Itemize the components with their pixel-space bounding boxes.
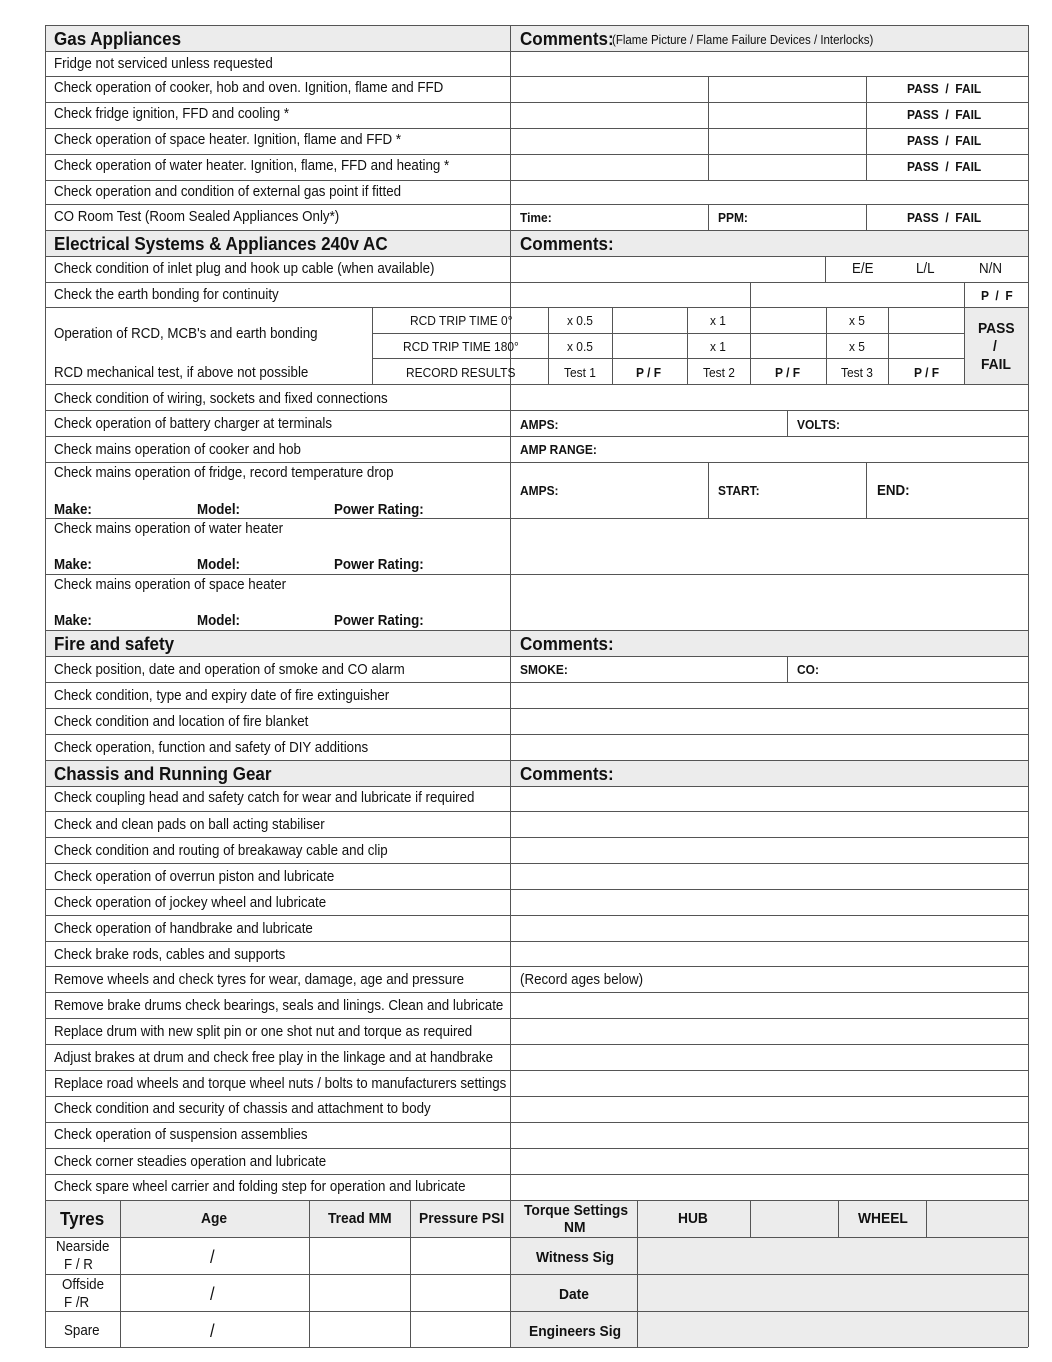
- grid-line: [708, 204, 709, 230]
- grid-line: [45, 180, 1028, 181]
- grid-line: [372, 358, 964, 359]
- grid-line: [45, 915, 1028, 916]
- space-make-label: Make:: [54, 613, 92, 629]
- electrical-row-8: Check mains operation of water heater: [54, 521, 284, 537]
- grid-line: [866, 76, 867, 180]
- chassis-record-ages: (Record ages below): [520, 972, 644, 988]
- grid-line: [45, 574, 1028, 575]
- grid-line: [866, 462, 867, 518]
- electrical-row-5: Check operation of battery charger at terminals: [54, 416, 333, 432]
- grid-line: [45, 708, 1028, 709]
- gas-row-0: Fridge not serviced unless requested: [54, 56, 273, 72]
- grid-line: [964, 282, 965, 307]
- grid-line: [964, 307, 965, 384]
- grid-line: [45, 282, 1028, 283]
- grid-line: [687, 307, 688, 384]
- tyre-offside-fr: F /R: [64, 1295, 90, 1311]
- grid-line: [45, 992, 1028, 993]
- rcd-0-x05: x 0.5: [567, 313, 593, 328]
- rcd-fail-label: FAIL: [981, 356, 1011, 373]
- chassis-row-1: Check and clean pads on ball acting stabiliser: [54, 817, 325, 833]
- fire-comments-title: Comments:: [520, 633, 614, 654]
- electrical-row-7: Check mains operation of fridge, record temperature drop: [54, 465, 394, 481]
- electrical-row-9: Check mains operation of space heater: [54, 577, 287, 593]
- grid-line: [612, 307, 613, 384]
- grid-line: [510, 1274, 1028, 1275]
- chassis-comments-title: Comments:: [520, 763, 614, 784]
- chassis-row-13: Check operation of suspension assemblies: [54, 1127, 308, 1143]
- grid-line: [787, 656, 788, 682]
- electrical-row-2: Operation of RCD, MCB's and earth bonding: [54, 326, 318, 342]
- fire-row-0: Check position, date and operation of smoke and CO alarm: [54, 662, 405, 678]
- grid-line: [45, 518, 1028, 519]
- grid-line: [45, 1347, 1028, 1348]
- chassis-row-7: Remove wheels and check tyres for wear, damage, age and pressure: [54, 972, 465, 988]
- grid-line: [45, 941, 1028, 942]
- grid-line: [45, 1148, 1028, 1149]
- tyre-nearside-age-slash: /: [210, 1247, 215, 1267]
- grid-line: [45, 1237, 1028, 1238]
- grid-line: [45, 230, 1028, 231]
- electrical-row-4: Check condition of wiring, sockets and fixed connections: [54, 391, 388, 407]
- chassis-row-5: Check operation of handbrake and lubricate: [54, 921, 313, 937]
- grid-line: [750, 282, 751, 307]
- gas-section-title: Gas Appliances: [54, 28, 182, 49]
- water-model-label: Model:: [197, 557, 240, 573]
- space-power-label: Power Rating:: [334, 613, 424, 629]
- tyre-offside-label: Offside: [62, 1277, 105, 1293]
- cooker-amp-range-label: AMP RANGE:: [520, 442, 597, 457]
- grid-line: [372, 307, 373, 384]
- fire-section-title: Fire and safety: [54, 633, 175, 654]
- chassis-row-14: Check corner steadies operation and lubricate: [54, 1154, 327, 1170]
- rcd-0-x5: x 5: [849, 313, 865, 328]
- grid-line: [825, 256, 826, 282]
- grid-line: [45, 1311, 510, 1312]
- torque-hub-label: HUB: [678, 1210, 708, 1227]
- grid-line: [45, 1096, 1028, 1097]
- grid-line: [45, 128, 1028, 129]
- grid-line: [826, 307, 827, 384]
- rcd-test-1: Test 1: [564, 365, 596, 380]
- grid-line: [45, 630, 1028, 631]
- gas-comments-title: Comments:: [520, 28, 614, 49]
- grid-line: [45, 1044, 1028, 1045]
- fridge-end-label: END:: [877, 483, 910, 499]
- grid-line: [45, 256, 1028, 257]
- gas-pass-fail-4: PASS / FAIL: [907, 159, 982, 174]
- grid-line: [45, 436, 1028, 437]
- fridge-power-label: Power Rating:: [334, 502, 424, 518]
- charger-volts-label: VOLTS:: [797, 417, 840, 432]
- chassis-row-15: Check spare wheel carrier and folding step for operation and lubricate: [54, 1179, 466, 1195]
- grid-line: [45, 307, 1028, 308]
- grid-line: [750, 307, 751, 384]
- grid-line: [45, 863, 1028, 864]
- gas-pass-fail-1: PASS / FAIL: [907, 81, 982, 96]
- gas-pass-fail-3: PASS / FAIL: [907, 133, 982, 148]
- gas-comments-note: (Flame Picture / Flame Failure Devices / Interlocks): [612, 33, 874, 47]
- rcd-pass-label: PASS: [978, 320, 1015, 337]
- grid-line: [926, 1200, 927, 1237]
- grid-line: [45, 154, 1028, 155]
- torque-settings-label: Torque Settings: [524, 1202, 629, 1219]
- electrical-section-title: Electrical Systems & Appliances 240v AC: [54, 233, 388, 254]
- rcd-180-x5: x 5: [849, 339, 865, 354]
- fridge-amps-label: AMPS:: [520, 483, 559, 498]
- fire-co-label: CO:: [797, 662, 819, 677]
- charger-amps-label: AMPS:: [520, 417, 559, 432]
- chassis-row-4: Check operation of jockey wheel and lubricate: [54, 895, 327, 911]
- water-power-label: Power Rating:: [334, 557, 424, 573]
- grid-line: [45, 837, 1028, 838]
- grid-line: [888, 307, 889, 384]
- grid-line: [45, 410, 1028, 411]
- grid-line: [45, 1274, 510, 1275]
- chassis-row-9: Replace drum with new split pin or one shot nut and torque as required: [54, 1024, 473, 1040]
- grid-line: [45, 462, 1028, 463]
- fridge-model-label: Model:: [197, 502, 240, 518]
- gas-pass-fail-2: PASS / FAIL: [907, 107, 982, 122]
- rcd-record-label: RECORD RESULTS: [406, 365, 516, 380]
- grid-line: [45, 786, 1028, 787]
- gas-row-1: Check operation of cooker, hob and oven. Ignition, flame and FFD: [54, 80, 444, 96]
- chassis-section-title: Chassis and Running Gear: [54, 763, 272, 784]
- gas-row-5: Check operation and condition of external gas point if fitted: [54, 184, 402, 200]
- grid-line: [45, 656, 1028, 657]
- grid-line: [787, 410, 788, 436]
- fire-row-3: Check operation, function and safety of DIY additions: [54, 740, 369, 756]
- electrical-nn: N/N: [979, 261, 1002, 277]
- electrical-row-0: Check condition of inlet plug and hook up cable (when available): [54, 261, 435, 277]
- tyre-nearside-label: Nearside: [56, 1239, 110, 1255]
- grid-line: [45, 204, 1028, 205]
- engineers-sig-label: Engineers Sig: [529, 1323, 622, 1340]
- grid-line: [45, 889, 1028, 890]
- gas-row-4: Check operation of water heater. Ignition, flame, FFD and heating *: [54, 158, 450, 174]
- chassis-row-12: Check condition and security of chassis and attachment to body: [54, 1101, 431, 1117]
- grid-line: [45, 734, 1028, 735]
- grid-line: [750, 1200, 751, 1237]
- chassis-row-10: Adjust brakes at drum and check free play in the linkage and at handbrake: [54, 1050, 494, 1066]
- tyre-spare-age-slash: /: [210, 1321, 215, 1341]
- torque-wheel-label: WHEEL: [858, 1210, 908, 1227]
- gas-pass-fail-co: PASS / FAIL: [907, 210, 982, 225]
- fire-row-2: Check condition and location of fire blanket: [54, 714, 309, 730]
- rcd-trip-0-label: RCD TRIP TIME 0°: [410, 313, 513, 328]
- grid-line: [45, 25, 1028, 26]
- grid-line: [866, 204, 867, 230]
- rcd-test-1-pf: P / F: [636, 365, 662, 380]
- fire-smoke-label: SMOKE:: [520, 662, 568, 677]
- tyre-spare-label: Spare: [64, 1323, 100, 1339]
- witness-sig-label: Witness Sig: [536, 1249, 615, 1266]
- grid-line: [372, 333, 964, 334]
- chassis-row-3: Check operation of overrun piston and lubricate: [54, 869, 335, 885]
- tyres-tread-header: Tread MM: [328, 1210, 392, 1227]
- chassis-row-0: Check coupling head and safety catch for wear and lubricate if required: [54, 790, 475, 806]
- grid-line: [708, 462, 709, 518]
- fridge-make-label: Make:: [54, 502, 92, 518]
- grid-line: [45, 1122, 1028, 1123]
- rcd-trip-180-label: RCD TRIP TIME 180°: [403, 339, 519, 354]
- space-model-label: Model:: [197, 613, 240, 629]
- chassis-row-2: Check condition and routing of breakaway cable and clip: [54, 843, 388, 859]
- electrical-comments-title: Comments:: [520, 233, 614, 254]
- grid-line: [1028, 25, 1029, 1347]
- chassis-row-6: Check brake rods, cables and supports: [54, 947, 286, 963]
- grid-line: [548, 307, 549, 384]
- rcd-test-3-pf: P / F: [914, 365, 940, 380]
- grid-line: [45, 760, 1028, 761]
- tyre-offside-age-slash: /: [210, 1284, 215, 1304]
- grid-line: [45, 1018, 1028, 1019]
- tyres-age-header: Age: [201, 1210, 228, 1227]
- rcd-test-2: Test 2: [703, 365, 735, 380]
- fridge-start-label: START:: [718, 483, 760, 498]
- grid-line: [410, 1237, 510, 1238]
- gas-ppm-label: PPM:: [718, 210, 748, 225]
- water-make-label: Make:: [54, 557, 92, 573]
- grid-line: [45, 1070, 1028, 1071]
- electrical-row-1: Check the earth bonding for continuity: [54, 287, 279, 303]
- rcd-slash: /: [993, 338, 997, 355]
- gas-row-6: CO Room Test (Room Sealed Appliances Only*): [54, 209, 340, 225]
- tyre-nearside-fr: F / R: [64, 1257, 93, 1273]
- grid-line: [45, 51, 1028, 52]
- date-label: Date: [559, 1286, 589, 1303]
- gas-row-2: Check fridge ignition, FFD and cooling *: [54, 106, 290, 122]
- electrical-ee: E/E: [852, 261, 874, 277]
- gas-time-label: Time:: [520, 210, 552, 225]
- grid-line: [45, 1174, 1028, 1175]
- grid-line: [45, 76, 1028, 77]
- grid-line: [45, 384, 1028, 385]
- chassis-row-8: Remove brake drums check bearings, seals and linings. Clean and lubricate: [54, 998, 504, 1014]
- fire-row-1: Check condition, type and expiry date of fire extinguisher: [54, 688, 390, 704]
- grid-line: [838, 1200, 839, 1237]
- electrical-ll: L/L: [916, 261, 935, 277]
- grid-line: [45, 102, 1028, 103]
- rcd-180-x1: x 1: [710, 339, 726, 354]
- rcd-0-x1: x 1: [710, 313, 726, 328]
- rcd-test-2-pf: P / F: [775, 365, 801, 380]
- grid-line: [45, 811, 1028, 812]
- grid-line: [708, 76, 709, 180]
- tyres-title: Tyres: [60, 1208, 105, 1229]
- grid-line: [510, 1311, 1028, 1312]
- chassis-row-11: Replace road wheels and torque wheel nuts / bolts to manufacturers settings: [54, 1076, 507, 1092]
- grid-line: [45, 1200, 1028, 1201]
- gas-row-3: Check operation of space heater. Ignition, flame and FFD *: [54, 132, 402, 148]
- torque-nm-label: NM: [564, 1219, 586, 1236]
- electrical-earth-pf: P / F: [981, 288, 1013, 303]
- grid-line: [45, 966, 1028, 967]
- tyres-pressure-header: Pressure PSI: [419, 1210, 505, 1227]
- grid-line: [45, 682, 1028, 683]
- electrical-row-3: RCD mechanical test, if above not possible: [54, 365, 309, 381]
- electrical-row-6: Check mains operation of cooker and hob: [54, 442, 301, 458]
- rcd-test-3: Test 3: [841, 365, 873, 380]
- rcd-180-x05: x 0.5: [567, 339, 593, 354]
